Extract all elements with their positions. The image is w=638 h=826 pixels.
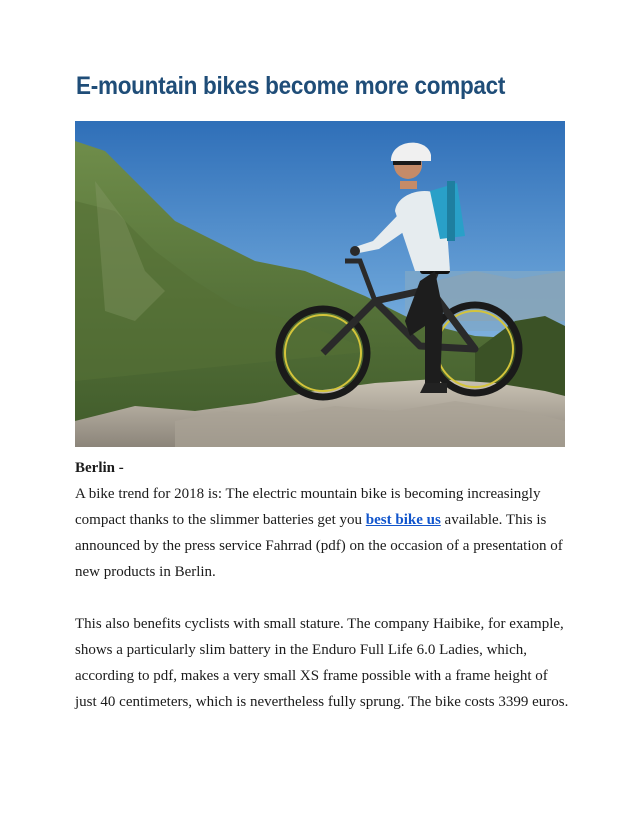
paragraph-1 (75, 481, 570, 585)
paragraph-1-text-before-link: A bike trend for 2018 is: The electric mountain bike is becoming increasingly compact thanks to the slimmer batteries get you (75, 486, 541, 528)
article-title: E-mountain bikes become more compact (76, 72, 506, 100)
article-body (75, 455, 570, 715)
best-bike-link[interactable]: best bike us (365, 512, 441, 528)
paragraph-2: This also benefits cyclists with small stature. The company Haibike, for example, shows a particularly slim battery in the Enduro Full Life 6.0 Ladies, which, according to pdf, makes a very small XS frame possible with a frame height of just 40 centimeters, which is nevertheless fully sprung. The bike costs 3399 euros. (75, 616, 569, 710)
paragraph-1-text-after-link: available. This is announced by the press service Fahrrad (pdf) on the occasion of a presentation of new products in Berlin. (75, 512, 563, 580)
mountain-biker-image (75, 121, 565, 447)
article-photo (75, 121, 565, 447)
dateline: Berlin - (75, 460, 124, 476)
